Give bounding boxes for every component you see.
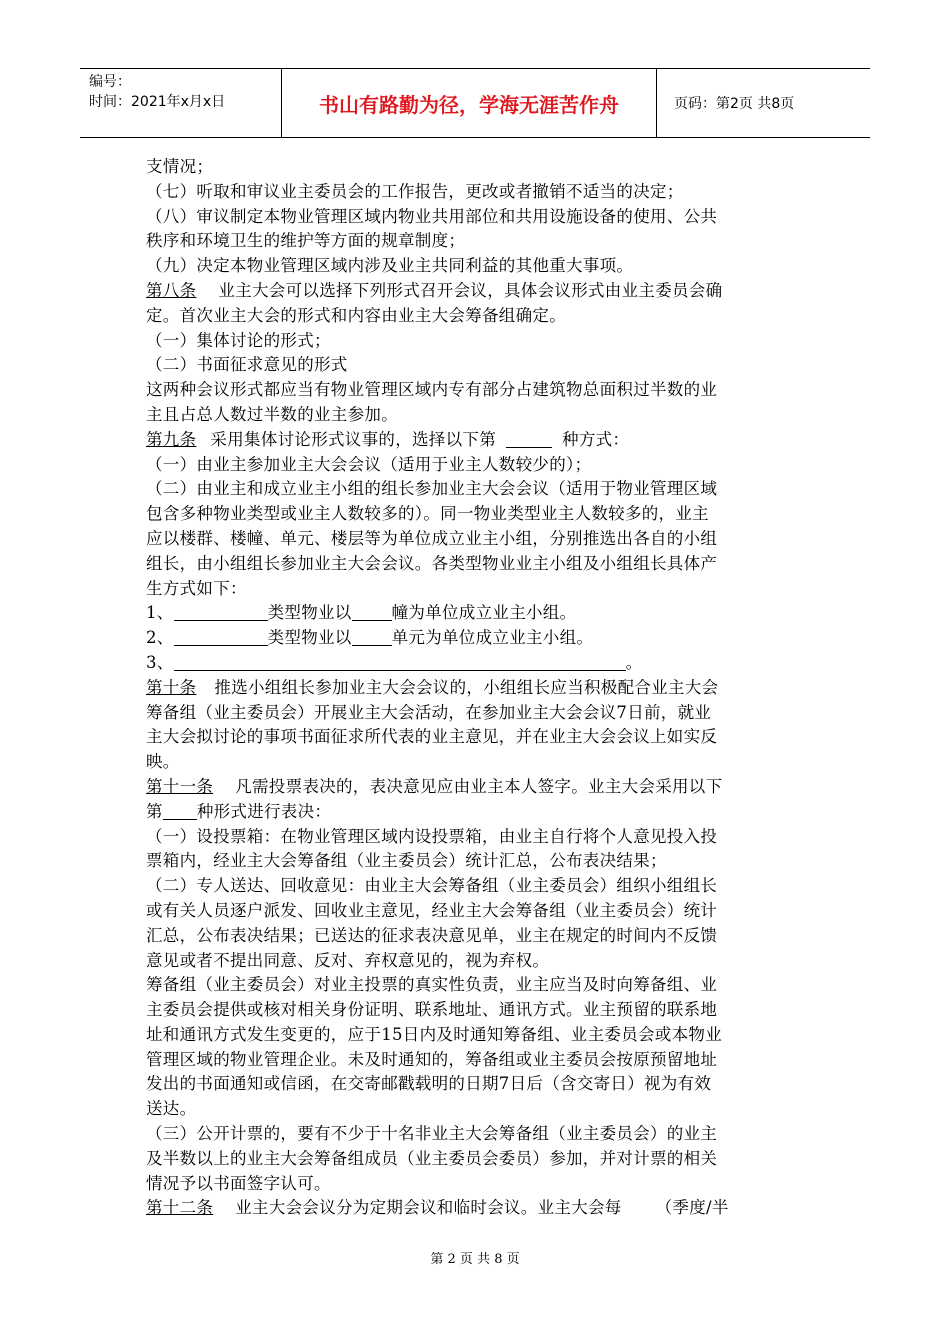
text-line: 秩序和环境卫生的维护等方面的规章制度； [146, 231, 466, 251]
article-title: 第十条 [146, 677, 197, 697]
article-11-continued [146, 800, 810, 825]
article-11-line [146, 775, 810, 800]
text-span: 3、 [146, 652, 174, 672]
text-line: 筹备组（业主委员会）对业主投票的真实性负责，业主应当及时向筹备组、业 [146, 975, 718, 995]
text-line: 送达。 [146, 1099, 197, 1119]
article-12-line [146, 1196, 810, 1221]
article-title: 第十二条 [146, 1198, 214, 1218]
time-label: 时间：2021年x月x日 [89, 94, 226, 110]
document-header [80, 68, 870, 138]
text-span: 幢为单位成立业主小组。 [391, 603, 577, 623]
option-line-2 [146, 626, 810, 651]
text-span: 种方式： [562, 429, 630, 449]
text-line: 票箱内，经业主大会筹备组（业主委员会）统计汇总，公布表决结果； [146, 851, 667, 871]
header-motto: 书山有路勤为径，学海无涯苦作舟 [281, 69, 657, 137]
text-line: （八）审议制定本物业管理区域内物业共用部位和共用设施设备的使用、公共 [146, 206, 718, 226]
text-line: （一）由业主参加业主大会会议（适用于业主人数较少的）； [146, 454, 592, 474]
text-line: 包含多种物业类型或业主人数较多的）。同一物业类型业主人数较多的，业主 [146, 504, 709, 524]
article-10-line [146, 676, 810, 701]
option-line-3 [146, 651, 810, 676]
text-line: （三）公开计票的，要有不少于十名非业主大会筹备组（业主委员会）的业主 [146, 1124, 718, 1144]
text-line: 支情况； [146, 157, 214, 176]
text-span: 类型物业以 [267, 628, 352, 648]
text-line: （一）集体讨论的形式； [146, 330, 331, 350]
number-label: 编号： [89, 74, 131, 90]
text-span: 种形式进行表决： [196, 801, 332, 821]
text-line: 主且占总人数过半数的业主参加。 [146, 404, 398, 424]
header-meta-cell [80, 69, 280, 137]
text-line: 主委员会提供或核对相关身份证明、联系地址、通讯方式。业主预留的联系地 [146, 1000, 718, 1020]
fill-in-blank[interactable] [352, 602, 392, 621]
text-line: 管理区域的物业管理企业。未及时通知的，筹备组或业主委员会按原预留地址 [146, 1049, 718, 1069]
text-line: 情况予以书面签字认可。 [146, 1173, 331, 1193]
text-span: 单元为单位成立业主小组。 [391, 628, 594, 648]
text-line: 筹备组（业主委员会）开展业主大会活动，在参加业主大会会议7日前，就业 [146, 702, 712, 722]
text-line: 发出的书面通知或信函，在交寄邮戳载明的日期7日后（含交寄日）视为有效 [146, 1074, 712, 1094]
text-span: 2、 [146, 628, 174, 648]
document-body [146, 155, 810, 1221]
text-line: 这两种会议形式都应当有物业管理区域内专有部分占建筑物总面积过半数的业 [146, 380, 718, 400]
fill-in-blank[interactable] [163, 801, 197, 820]
text-span: 1、 [146, 603, 174, 623]
text-span: 采用集体讨论形式议事的，选择以下第 [210, 429, 497, 449]
text-line: （一）设投票箱：在物业管理区域内设投票箱，由业主自行将个人意见投入投 [146, 826, 718, 846]
text-line: 或有关人员逐户派发、回收业主意见，经业主大会筹备组（业主委员会）统计 [146, 900, 718, 920]
fill-in-blank[interactable] [506, 429, 552, 448]
fill-in-blank[interactable] [174, 602, 268, 621]
text-line: 映。 [146, 752, 180, 772]
article-9-line [146, 428, 810, 453]
page-footer: 第 2 页 共 8 页 [430, 1252, 520, 1267]
text-line: （七）听取和审议业主委员会的工作报告，更改或者撤销不适当的决定； [146, 181, 684, 201]
text-line: （二）书面征求意见的形式 [146, 355, 348, 375]
text-line: （九）决定本物业管理区域内涉及业主共同利益的其他重大事项。 [146, 256, 634, 276]
fill-in-blank[interactable] [174, 627, 268, 646]
text-span: 推选小组组长参加业主大会会议的，小组组长应当积极配合业主大会 [214, 677, 719, 697]
article-title: 第八条 [146, 280, 197, 300]
fill-in-blank[interactable] [174, 652, 626, 671]
text-line: 主大会拟讨论的事项书面征求所代表的业主意见，并在业主大会会议上如实反 [146, 727, 718, 747]
text-line: 及半数以上的业主大会筹备组成员（业主委员会委员）参加，并对计票的相关 [146, 1148, 718, 1168]
option-line-1 [146, 601, 810, 626]
text-line: （二）专人送达、回收意见：由业主大会筹备组（业主委员会）组织小组组长 [146, 876, 718, 896]
text-line: （二）由业主和成立业主小组的组长参加业主大会会议（适用于物业管理区域 [146, 479, 718, 499]
article-8-line [146, 279, 810, 304]
text-span: 业主大会会议分为定期会议和临时会议。业主大会每 [235, 1198, 622, 1218]
text-line: 意见或者不提出同意、反对、弃权意见的，视为弃权。 [146, 950, 550, 970]
header-page-info [664, 69, 870, 137]
text-line: 址和通讯方式发生变更的，应于15日内及时通知筹备组、业主委员会或本物业 [146, 1024, 722, 1044]
text-line: 应以楼群、楼幢、单元、楼层等为单位成立业主小组，分别推选出各自的小组 [146, 528, 718, 548]
page-info-text: 页码：第2页 共8页 [674, 96, 795, 112]
fill-in-blank[interactable] [352, 627, 392, 646]
text-span: 第 [146, 801, 163, 821]
text-span: （季度/半 [655, 1198, 729, 1218]
text-line: 组长，由小组组长参加业主大会会议。各类型物业业主小组及小组组长具体产 [146, 553, 718, 573]
text-span: 凡需投票表决的，表决意见应由业主本人签字。业主大会采用以下 [235, 776, 723, 796]
text-line: 汇总，公布表决结果；已送达的征求表决意见单，业主在规定的时间内不反馈 [146, 925, 718, 945]
text-line: 生方式如下： [146, 578, 247, 598]
text-span: 类型物业以 [267, 603, 352, 623]
text-span: 。 [625, 652, 643, 672]
text-span: 业主大会可以选择下列形式召开会议，具体会议形式由业主委员会确 [218, 280, 723, 300]
article-title: 第十一条 [146, 776, 214, 796]
article-title: 第九条 [146, 429, 197, 449]
text-line: 定。首次业主大会的形式和内容由业主大会筹备组确定。 [146, 305, 566, 325]
